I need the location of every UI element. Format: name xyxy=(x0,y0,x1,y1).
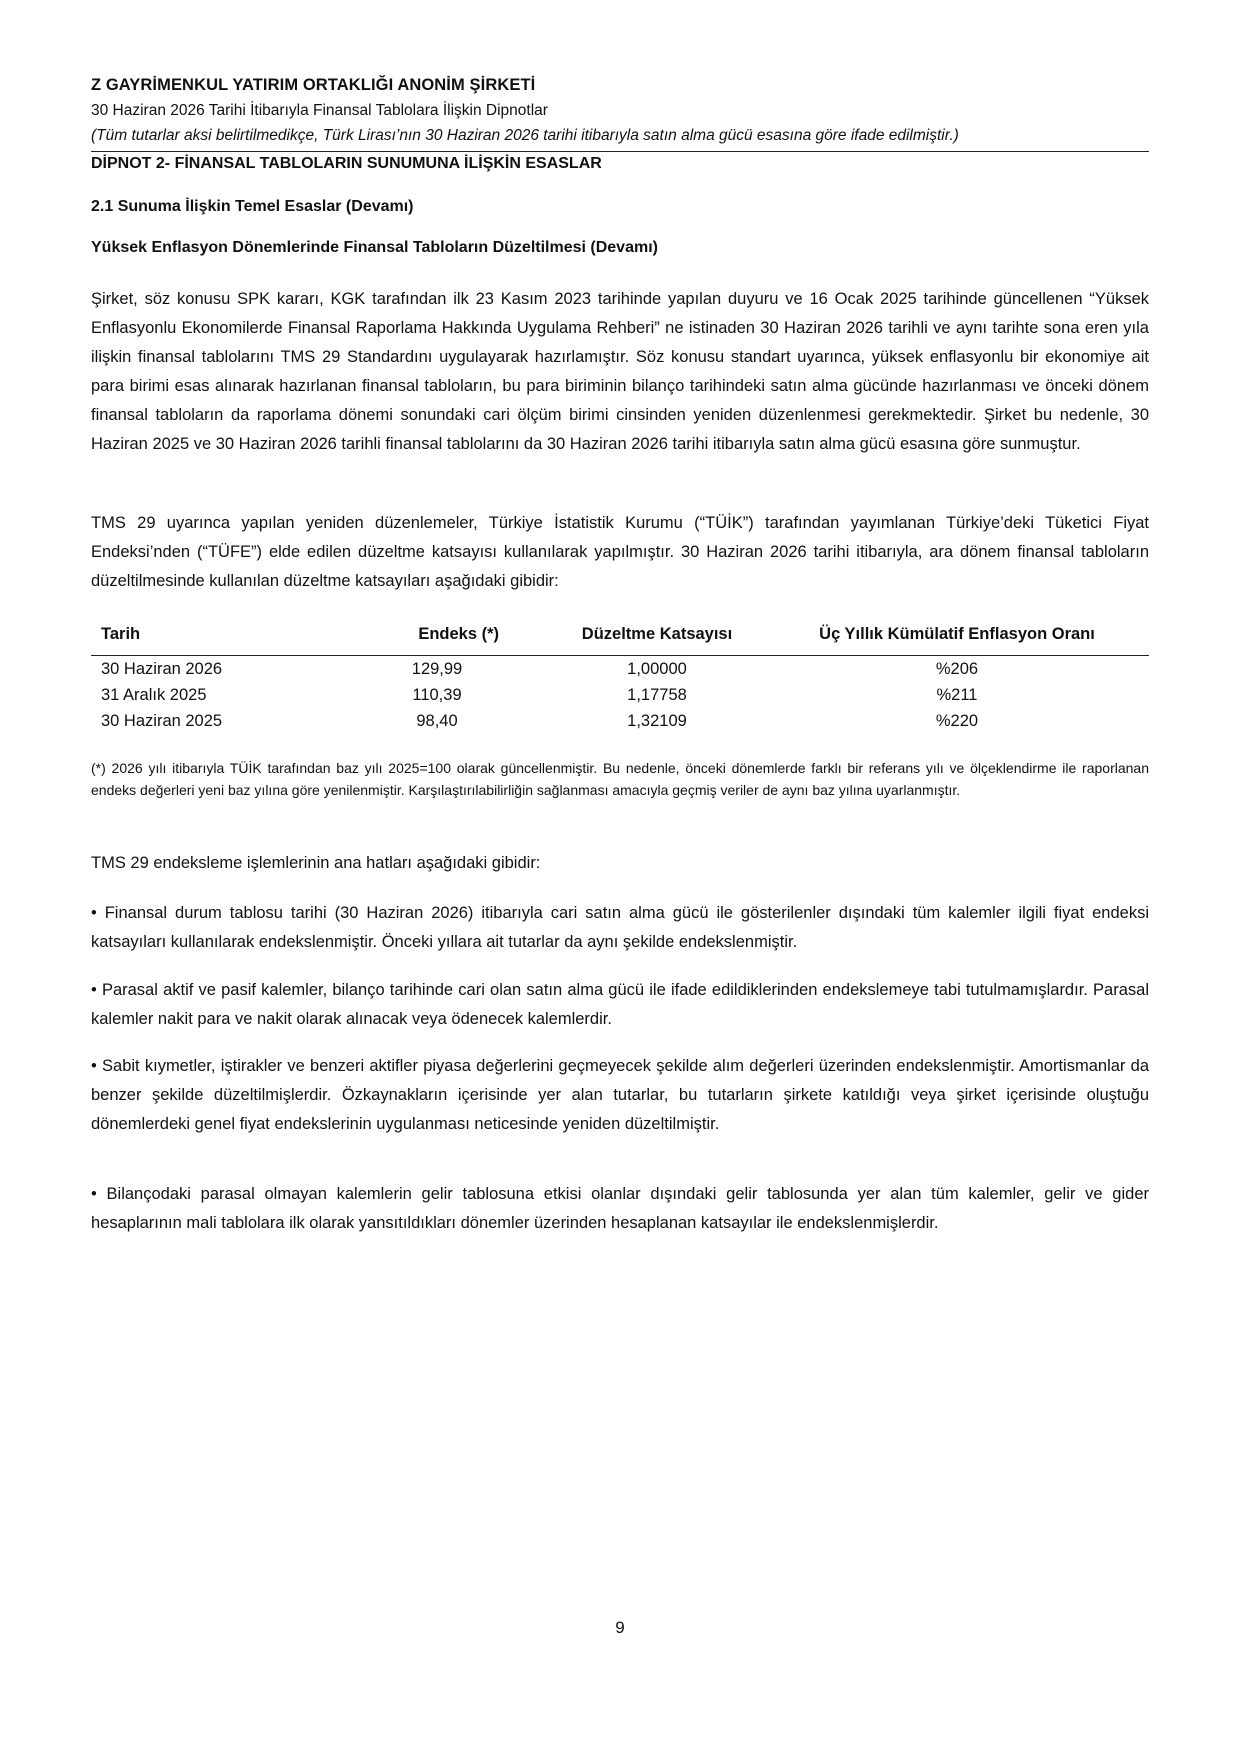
bullet-item: • Bilançodaki parasal olmayan kalemlerin gelir tablosuna etkisi olanlar dışındaki gelir tablosunda yer alan tüm kalemler, gelir ve gider hesaplarının mali tablolara ilk olarak yansıtıldıkları dönemler üzerinden hesaplanan katsayılar ile endekslenmişlerdir. xyxy=(91,1185,1149,1232)
column-header-coefficient: Düzeltme Katsayısı xyxy=(581,625,733,643)
page-number: 9 xyxy=(615,1618,625,1637)
cell-cumulative-inflation: %220 xyxy=(935,712,979,730)
column-header-date: Tarih xyxy=(101,625,141,643)
cell-date: 30 Haziran 2026 xyxy=(101,660,223,678)
cell-index: 129,99 xyxy=(411,660,463,678)
cell-index: 98,40 xyxy=(416,712,458,730)
table-footnote: (*) 2026 yılı itibarıyla TÜİK tarafından baz yılı 2025=100 olarak güncellenmiştir. Bu nedenle, önceki dönemlerde farklı bir referans yılı ve ölçeklendirme ile raporlanan endeks değerleri yeni baz yılına göre yenilenmiştir. Karşılaştırılabilirliğin sağlanması amacıyla geçmiş veriler de aynı baz yılına uyarlanmıştır. xyxy=(91,760,1149,798)
bullet-item: • Finansal durum tablosu tarihi (30 Haziran 2026) itibarıyla cari satın alma gücü ile gösterilenler dışındaki tüm kalemler ilgili fiyat endeksi katsayıları kullanılarak endekslenmiştir. Önceki yıllara ait tutarlar da aynı şekilde endekslenmiştir. xyxy=(91,904,1149,951)
column-header-index: Endeks (*) xyxy=(418,625,499,643)
cell-coefficient: 1,00000 xyxy=(627,660,687,678)
cell-coefficient: 1,17758 xyxy=(627,686,687,704)
table-row xyxy=(91,708,1149,734)
cell-date: 30 Haziran 2025 xyxy=(101,712,223,730)
note-title: DİPNOT 2- FİNANSAL TABLOLARIN SUNUMUNA İLİŞKİN ESASLAR xyxy=(91,155,602,172)
table-row xyxy=(91,682,1149,708)
header-subtitle: 30 Haziran 2026 Tarihi İtibarıyla Finansal Tablolara İlişkin Dipnotlar xyxy=(91,102,548,119)
cell-coefficient: 1,32109 xyxy=(627,712,687,730)
column-header-cumulative-inflation: Üç Yıllık Kümülatif Enflasyon Oranı xyxy=(819,625,1095,643)
cell-index: 110,39 xyxy=(412,686,462,704)
cell-cumulative-inflation: %211 xyxy=(936,686,978,704)
company-name: Z GAYRİMENKUL YATIRIM ORTAKLIĞI ANONİM ŞİRKETİ xyxy=(91,76,536,94)
coefficients-table xyxy=(91,619,1149,734)
subsection-title: Yüksek Enflasyon Dönemlerinde Finansal Tabloların Düzeltilmesi (Devamı) xyxy=(91,239,658,256)
header-currency-note: (Tüm tutarlar aksi belirtilmedikçe, Türk Lirası’nın 30 Haziran 2026 tarihi itibarıyla satın alma gücü esasına göre ifade edilmiştir.) xyxy=(91,127,959,144)
paragraph-indexing-outline: TMS 29 endeksleme işlemlerinin ana hatları aşağıdaki gibidir: xyxy=(91,854,541,872)
section-title: 2.1 Sunuma İlişkin Temel Esaslar (Devamı) xyxy=(91,198,414,215)
table-row xyxy=(91,656,1149,682)
cell-date: 31 Aralık 2025 xyxy=(101,686,207,704)
paragraph-tms29-application: Şirket, söz konusu SPK kararı, KGK tarafından ilk 23 Kasım 2023 tarihinde yapılan duyuru ve 16 Ocak 2025 tarihinde güncellenen “Yüksek Enflasyonlu Ekonomilerde Finansal Raporlama Hakkında Uygulama Rehberi” ne istinaden 30 Haziran 2026 tarihli ve aynı tarihte sona eren yıla ilişkin finansal tablolarını TMS 29 Standardını uygulayarak hazırlamıştır. Söz konusu standart uyarınca, yüksek enflasyonlu bir ekonomiye ait para birimi esas alınarak hazırlanan finansal tabloların, bu para biriminin bilanço tarihindeki satın alma gücünde hazırlanması ve önceki dönem finansal tabloların da raporlama dönemi sonundaki cari ölçüm birimi cinsinden yeniden düzenlenmesi gerekmektedir. Şirket bu nedenle, 30 Haziran 2025 ve 30 Haziran 2026 tarihli finansal tablolarını da 30 Haziran 2026 tarihi itibarıyla satın alma gücü esasına göre sunmuştur. xyxy=(91,290,1149,453)
bullet-item: • Parasal aktif ve pasif kalemler, bilanço tarihinde cari olan satın alma gücü ile ifade edildiklerinden endekslemeye tabi tutulmamışlardır. Parasal kalemler nakit para ve nakit olarak alınacak veya ödenecek kalemlerdir. xyxy=(91,981,1149,1028)
bullet-item: • Sabit kıymetler, iştirakler ve benzeri aktifler piyasa değerlerini geçmeyecek şekilde alım değerleri üzerinden endekslenmiştir. Amortismanlar da benzer şekilde düzeltilmişlerdir. Özkaynakların içerisinde yer alan tutarlar, bu tutarların şirkete katıldığı veya şirket içerisinde oluştuğu dönemlerdeki genel fiyat endekslerinin uygulanması neticesinde yeniden düzeltilmiştir. xyxy=(91,1057,1149,1133)
table-header-row xyxy=(91,619,1149,656)
header-divider xyxy=(91,151,1149,152)
paragraph-adjustment-coefficients: TMS 29 uyarınca yapılan yeniden düzenlemeler, Türkiye İstatistik Kurumu (“TÜİK”) tarafından yayımlanan Türkiye’deki Tüketici Fiyat Endeksi’nden (“TÜFE”) elde edilen düzeltme katsayısı kullanılarak yapılmıştır. 30 Haziran 2026 tarihi itibarıyla, ara dönem finansal tabloların düzeltilmesinde kullanılan düzeltme katsayıları aşağıdaki gibidir: xyxy=(91,514,1149,590)
cell-cumulative-inflation: %206 xyxy=(935,660,979,678)
